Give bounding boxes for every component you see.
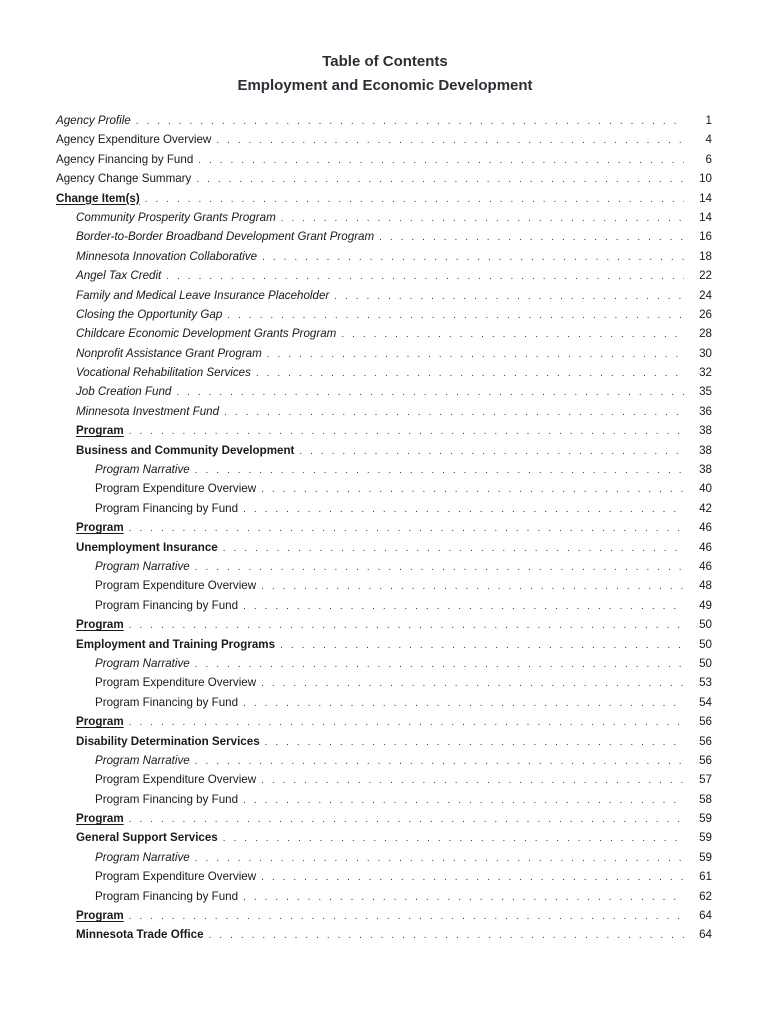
toc-dot-leader: [262, 248, 684, 267]
toc-entry-page-number[interactable]: 46: [699, 559, 712, 573]
toc-entry-page-number[interactable]: 56: [699, 753, 712, 767]
toc-entry-page-number[interactable]: 30: [699, 346, 712, 360]
toc-entry-page-number[interactable]: 38: [699, 424, 712, 438]
toc-entry-label[interactable]: Program: [76, 715, 124, 729]
toc-dot-leader: [243, 500, 684, 519]
toc-entry-page-number[interactable]: 59: [699, 850, 712, 864]
toc-dot-leader: [243, 888, 684, 907]
toc-entry-page-number[interactable]: 46: [699, 540, 712, 554]
toc-dot-leader: [341, 325, 684, 344]
toc-dot-leader: [176, 383, 684, 402]
toc-entry[interactable]: [56, 673, 712, 692]
toc-entry[interactable]: [56, 363, 712, 382]
toc-dot-leader: [195, 558, 684, 577]
toc-dot-leader: [261, 577, 684, 596]
toc-entry-page-number[interactable]: 48: [699, 579, 712, 593]
toc-entry-label[interactable]: Program Narrative: [95, 656, 190, 670]
toc-dot-leader: [216, 131, 684, 150]
toc-entry-label[interactable]: Program Narrative: [95, 463, 190, 477]
toc-dot-leader: [243, 791, 684, 810]
toc-entry-page-number[interactable]: 35: [699, 385, 712, 399]
toc-dot-leader: [261, 868, 684, 887]
toc-entry[interactable]: [56, 867, 712, 886]
toc-entry-page-number[interactable]: 42: [699, 501, 712, 515]
toc-entry-label[interactable]: Minnesota Investment Fund: [76, 404, 220, 418]
toc-entry[interactable]: [56, 169, 712, 188]
toc-dot-leader: [195, 461, 684, 480]
toc-dot-leader: [261, 480, 684, 499]
toc-dot-leader: [195, 752, 684, 771]
toc-entry-page-number[interactable]: 53: [699, 676, 712, 690]
toc-entry[interactable]: [56, 227, 712, 246]
toc-entry[interactable]: [56, 925, 712, 944]
toc-entry-label[interactable]: Community Prosperity Grants Program: [76, 210, 276, 224]
toc-entry-label[interactable]: Unemployment Insurance: [76, 540, 218, 554]
toc-entry-page-number[interactable]: 49: [699, 598, 712, 612]
toc-entry-label[interactable]: Agency Profile: [56, 114, 131, 127]
toc-entry-page-number[interactable]: 57: [699, 773, 712, 787]
toc-entry-page-number[interactable]: 54: [699, 695, 712, 709]
toc-entry[interactable]: [56, 324, 712, 343]
toc-dot-leader: [281, 209, 684, 228]
toc-entry[interactable]: [56, 305, 712, 324]
toc-dot-leader: [227, 306, 684, 325]
toc-entry-label[interactable]: Program Financing by Fund: [95, 501, 239, 515]
toc-entry-label[interactable]: Job Creation Fund: [76, 385, 172, 399]
toc-dot-leader: [196, 170, 684, 189]
toc-dot-leader: [129, 519, 684, 538]
toc-dot-leader: [223, 539, 684, 558]
toc-entry-page-number[interactable]: 59: [699, 831, 712, 845]
toc-entry-page-number[interactable]: 1: [705, 114, 712, 127]
toc-entry[interactable]: [56, 266, 712, 285]
toc-entry[interactable]: [56, 828, 712, 847]
toc-entry-label[interactable]: Program Expenditure Overview: [95, 676, 257, 690]
toc-entry[interactable]: [56, 615, 712, 634]
toc-dot-leader: [280, 636, 684, 655]
toc-entry-label[interactable]: Agency Financing by Fund: [56, 152, 194, 166]
toc-dot-leader: [145, 190, 684, 209]
toc-entry-label[interactable]: Border-to-Border Broadband Development Grant Program: [76, 230, 375, 244]
toc-entry[interactable]: [56, 421, 712, 440]
toc-entry-label[interactable]: Program Financing by Fund: [95, 889, 239, 903]
toc-entry-page-number[interactable]: 64: [699, 928, 712, 942]
toc-entry-page-number[interactable]: 56: [699, 715, 712, 729]
toc-entry[interactable]: [56, 189, 712, 208]
toc-entry-page-number[interactable]: 14: [699, 191, 712, 205]
toc-dot-leader: [166, 267, 684, 286]
toc-entry[interactable]: [56, 538, 712, 557]
toc-entry-label[interactable]: Program Expenditure Overview: [95, 579, 257, 593]
toc-entry-label[interactable]: Childcare Economic Development Grants Program: [76, 327, 337, 341]
toc-entry-label[interactable]: Agency Change Summary: [56, 172, 192, 186]
toc-entry[interactable]: [56, 499, 712, 518]
toc-entry[interactable]: [56, 576, 712, 595]
toc-dot-leader: [334, 287, 684, 306]
toc-entry-page-number[interactable]: 64: [699, 909, 712, 923]
toc-entry[interactable]: [56, 906, 712, 925]
toc-entry-label[interactable]: Program: [76, 618, 124, 632]
toc-entry[interactable]: [56, 402, 712, 421]
toc-entry-label[interactable]: Program Financing by Fund: [95, 792, 239, 806]
toc-entry-label[interactable]: Program Expenditure Overview: [95, 773, 257, 787]
toc-entry-page-number[interactable]: 4: [705, 133, 712, 147]
toc-entry-page-number[interactable]: 6: [705, 152, 712, 166]
toc-dot-leader: [129, 713, 684, 732]
toc-entry-page-number[interactable]: 10: [699, 172, 712, 186]
toc-dot-leader: [261, 674, 684, 693]
toc-entry[interactable]: [56, 130, 712, 149]
toc-entry-label[interactable]: Program: [76, 521, 124, 535]
toc-entry[interactable]: [56, 557, 712, 576]
toc-dot-leader: [265, 733, 684, 752]
toc-entry-page-number[interactable]: 36: [699, 404, 712, 418]
toc-dot-leader: [198, 151, 684, 170]
toc-entry-page-number[interactable]: 58: [699, 792, 712, 806]
toc-entry-label[interactable]: Minnesota Innovation Collaborative: [76, 249, 258, 263]
toc-entry[interactable]: [56, 460, 712, 479]
toc-entry-label[interactable]: Program: [76, 424, 124, 438]
toc-entry[interactable]: [56, 809, 712, 828]
toc-dot-leader: [129, 616, 684, 635]
toc-entry-label[interactable]: Program Expenditure Overview: [95, 482, 257, 496]
toc-entry[interactable]: [56, 518, 712, 537]
toc-dot-leader: [299, 442, 684, 461]
page-title: Table of Contents: [322, 53, 448, 70]
toc-entry[interactable]: [56, 208, 712, 227]
toc-entry-page-number[interactable]: 61: [699, 870, 712, 884]
page-subtitle: Employment and Economic Development: [237, 77, 533, 94]
toc-entry-page-number[interactable]: 59: [699, 812, 712, 826]
toc-dot-leader: [379, 228, 684, 247]
toc-entry[interactable]: [56, 150, 712, 169]
toc-entry[interactable]: [56, 887, 712, 906]
toc-entry-page-number[interactable]: 26: [699, 307, 712, 321]
toc-entry-label[interactable]: Program Expenditure Overview: [95, 870, 257, 884]
toc-entry-label[interactable]: Agency Expenditure Overview: [56, 133, 212, 147]
toc-entry-label[interactable]: Minnesota Trade Office: [76, 928, 204, 942]
toc-entry-page-number[interactable]: 46: [699, 521, 712, 535]
toc-dot-leader: [195, 849, 684, 868]
toc-entry[interactable]: [56, 751, 712, 770]
toc-entry-label[interactable]: Business and Community Development: [76, 443, 295, 457]
toc-entry-page-number[interactable]: 38: [699, 463, 712, 477]
toc-entry[interactable]: [56, 479, 712, 498]
toc-entry-page-number[interactable]: 16: [699, 230, 712, 244]
toc-entry-label[interactable]: Disability Determination Services: [76, 734, 260, 748]
toc-entry-page-number[interactable]: 62: [699, 889, 712, 903]
toc-dot-leader: [243, 597, 684, 616]
toc-entry[interactable]: [56, 693, 712, 712]
toc-entry[interactable]: [56, 111, 712, 130]
toc-entry-label[interactable]: Vocational Rehabilitation Services: [76, 366, 251, 380]
toc-entry-label[interactable]: Closing the Opportunity Gap: [76, 307, 223, 321]
toc-dot-leader: [129, 810, 684, 829]
toc-entry-page-number[interactable]: 50: [699, 637, 712, 651]
toc-dot-leader: [195, 655, 684, 674]
toc-entry-label[interactable]: Program Narrative: [95, 753, 190, 767]
toc-entry-page-number[interactable]: 28: [699, 327, 712, 341]
toc-entry-page-number[interactable]: 14: [699, 210, 712, 224]
toc-entry-label[interactable]: Program: [76, 909, 124, 923]
table-of-contents: [56, 111, 712, 945]
toc-dot-leader: [223, 829, 684, 848]
toc-entry-page-number[interactable]: 32: [699, 366, 712, 380]
toc-entry-label[interactable]: Family and Medical Leave Insurance Placeholder: [76, 288, 330, 302]
toc-entry[interactable]: [56, 712, 712, 731]
toc-dot-leader: [267, 345, 684, 364]
toc-entry-label[interactable]: Program Narrative: [95, 559, 190, 573]
toc-entry[interactable]: [56, 732, 712, 751]
toc-entry[interactable]: [56, 770, 712, 789]
toc-entry-page-number[interactable]: 38: [699, 443, 712, 457]
toc-dot-leader: [261, 771, 684, 790]
toc-entry[interactable]: [56, 848, 712, 867]
toc-entry[interactable]: [56, 247, 712, 266]
toc-entry-page-number[interactable]: 56: [699, 734, 712, 748]
toc-entry[interactable]: [56, 382, 712, 401]
toc-entry[interactable]: [56, 635, 712, 654]
toc-dot-leader: [224, 403, 684, 422]
toc-entry-label[interactable]: Nonprofit Assistance Grant Program: [76, 346, 262, 360]
toc-entry-label[interactable]: Change Item(s): [56, 191, 140, 205]
toc-entry-page-number[interactable]: 24: [699, 288, 712, 302]
toc-entry-page-number[interactable]: 22: [699, 269, 712, 283]
toc-entry-label[interactable]: Program Financing by Fund: [95, 695, 239, 709]
toc-entry[interactable]: [56, 344, 712, 363]
toc-entry[interactable]: [56, 790, 712, 809]
toc-entry[interactable]: [56, 596, 712, 615]
toc-entry[interactable]: [56, 286, 712, 305]
toc-entry-label[interactable]: Angel Tax Credit: [76, 269, 162, 283]
toc-entry-page-number[interactable]: 50: [699, 618, 712, 632]
toc-entry-label[interactable]: Program Narrative: [95, 850, 190, 864]
toc-entry-label[interactable]: Program: [76, 812, 124, 826]
toc-entry-page-number[interactable]: 18: [699, 249, 712, 263]
toc-dot-leader: [243, 694, 684, 713]
toc-entry-label[interactable]: Program Financing by Fund: [95, 598, 239, 612]
toc-dot-leader: [129, 422, 684, 441]
toc-dot-leader: [256, 364, 684, 383]
toc-entry[interactable]: [56, 441, 712, 460]
toc-dot-leader: [209, 926, 684, 945]
toc-entry-label[interactable]: General Support Services: [76, 831, 218, 845]
toc-dot-leader: [129, 907, 684, 926]
toc-entry-label[interactable]: Employment and Training Programs: [76, 637, 276, 651]
toc-dot-leader: [136, 112, 684, 131]
toc-entry[interactable]: [56, 654, 712, 673]
title-block: [0, 50, 770, 98]
toc-entry-page-number[interactable]: 40: [699, 482, 712, 496]
toc-entry-page-number[interactable]: 50: [699, 656, 712, 670]
